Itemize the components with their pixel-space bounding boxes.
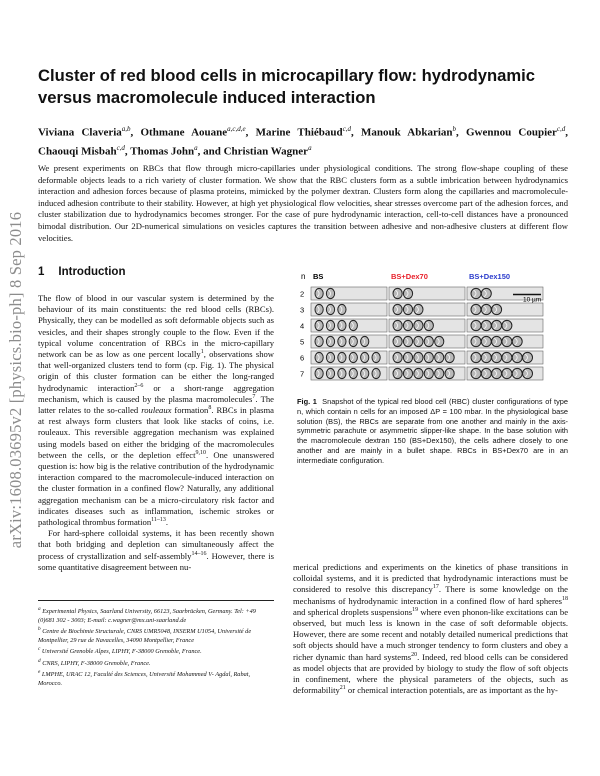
footnote <box>38 605 274 625</box>
figure-row-label: 3 <box>300 305 305 315</box>
section-number: 1 <box>38 266 45 278</box>
citation: 11–13 <box>151 517 166 524</box>
author-affiliation-mark: a <box>308 143 312 152</box>
author-affiliation-mark: a,c,d,e <box>227 125 246 133</box>
figure-column-label: BS <box>313 272 324 281</box>
author-affiliation-mark: c,d <box>116 143 125 152</box>
text-run: merical predictions and experiments on the kinetics of phase transitions in colloidal systems, and it is predicted that hydrodynamic interactions must be considered to resolve this discrepancy <box>293 562 568 595</box>
paragraph <box>293 562 568 696</box>
right-column-text <box>293 562 568 696</box>
section-title: Introduction <box>58 266 126 278</box>
footnote-text: CNRS, LIPHY, F-38000 Grenoble, France. <box>40 659 151 667</box>
text-run: For hard-sphere colloidal systems, it has been recently shown that both bridging and depletion can simultaneously affect the process of crystallization and self-assembly <box>38 528 274 561</box>
figure-row-label: 4 <box>300 321 305 331</box>
left-column-text <box>38 293 274 573</box>
text-run: The flow of blood in our vascular system is determined by the behaviour of its main constituents: the red blood cells (RBCs). Physically, they can be modelled as soft deformable objects such as vesicles, and their shapes strongly couple to the flow. Even if the typical volume concentration of RBCs in the micro-capillary network can be as low as one percent locally <box>38 293 274 360</box>
author-name: Manouk Abkarian <box>360 126 453 139</box>
footnote-mark: c <box>38 646 41 653</box>
citation: 1 <box>200 349 204 356</box>
figure-caption <box>297 397 568 466</box>
citation: 8 <box>208 405 212 412</box>
figure-column-label: BS+Dex70 <box>391 272 428 281</box>
text-run: . Indeed, red blood cells can be considered as model objects that are provided by biology to study the flow of soft objects in confinement, where the physical parameters of the objects, such as deformability <box>293 651 568 696</box>
paragraph <box>38 293 274 528</box>
section-heading <box>38 266 125 278</box>
figure-row-label: 6 <box>300 353 305 363</box>
footnote-mark: d <box>38 657 41 664</box>
text-run: where even phonon-like excitations can be observed, but much less is known in the case of soft deformable objects. However, there are some recent and notably detailed numerical predictions that soft objects should have a much stronger tendency to form clusters and obey a richer dynamic than hard systems <box>293 606 569 662</box>
text-run: formation <box>171 405 209 416</box>
citation: 18 <box>562 595 568 602</box>
author-affiliation-mark: c,d <box>342 125 351 133</box>
citation: 17 <box>432 584 439 591</box>
abstract: We present experiments on RBCs that flow through micro-capillaries under physiological conditions. The strong flow-shape coupling of these deformable objects leads to a rich variety of cluster formation. We show that the RBC clusters form as a subtle imbrication between hydrodynamics interaction and adhesion forces because of plasma proteins, mimicked by the polymer dextran. Clusters form along the capillaries and macromolecule-induced adhesion contribute to their stability. However, at high yet physiological flow velocities, shear stresses overcome part of the adhesion forces, and cluster stabilization due to hydrodynamics becomes stronger. For the case of pure hydrodynamic interaction, cell-to-cell distances have a pronounced bimodal distribution. Our 2D-numerical simulations on vesicles captures the transition between adhesive and non-adhesive clusters at different flow velocities. <box>38 163 568 243</box>
footnote-rule <box>38 600 274 601</box>
paragraph <box>38 528 274 573</box>
figure-n-header: n <box>301 272 306 281</box>
figure-row-label: 7 <box>300 369 305 379</box>
arxiv-stamp: arXiv:1608.03695v2 [physics.bio-ph] 8 Sep 2016 <box>6 211 25 549</box>
author-affiliation-mark: b <box>452 125 457 133</box>
citation: 9,10 <box>195 449 207 456</box>
author-name: and Christian Wagner <box>203 145 309 158</box>
text-run: . The latter relates to the so-called <box>38 393 274 416</box>
citation: 2–6 <box>134 382 144 389</box>
footnote-text: Université Grenoble Alpes, LIPHY, F-38000 Grenoble, France. <box>40 648 202 656</box>
text-run: . There is some knowledge on the mechanisms of hydrodynamic interaction in a confined flow of hard spheres <box>293 584 568 606</box>
footnote-mark: e <box>38 669 41 676</box>
footnotes <box>38 605 274 688</box>
citation: 20 <box>411 651 418 658</box>
text-run: . <box>165 517 169 528</box>
paper-title: Cluster of red blood cells in microcapillary flow: hydrodynamic versus macromolecule induced interaction <box>38 66 535 107</box>
author-name: Chaouqi Misbah <box>38 145 117 158</box>
text-run: , observations show that well-organized clusters tend to form (cp. Fig. 1). The physical origin of this cluster formation can be either the long-ranged hydrodynamic interaction <box>38 349 274 393</box>
text-run: and spherical droplets suspensions <box>293 606 413 617</box>
footnote-mark: b <box>38 626 41 633</box>
text-run: . One unanswered question is: how big is the relative contribution of the hydrodynamic interaction compared to the macromolecule-induced interaction on the cluster formation in a confined flow? Naturally, any additional aggregation mechanism can be a micro-circulatory risk factor and indicates diseases such as inflammation, ischemic strokes or pathological thrombus formation <box>38 449 275 528</box>
text-run: . However, there is some quantitative disagreement between nu- <box>38 550 274 572</box>
author-name: Marine Thiébaud <box>255 126 343 139</box>
figure-1 <box>297 270 572 388</box>
citation: 14–16 <box>191 550 207 557</box>
text-run: or chemical interaction potentials, are as important as the hy- <box>345 685 558 696</box>
citation: 21 <box>339 685 346 692</box>
figure-row-label: 5 <box>300 337 305 347</box>
author-affiliation-mark: c,d <box>556 125 566 133</box>
caption-label: Fig. 1 <box>297 397 317 406</box>
footnote-text: Centre de Biochimie Structurale, CNRS UMR5048, INSERM U1054, Université de Montpellier, 29 rue de Navacelles, 34090 Montpellier, France <box>38 628 252 644</box>
author-list: Viviana Claveria$^{a,b}$, Othmane Aouane$^{a,c,d,e}$, Marine Thiébaud$^{c,d}$, Manouk Abkarian$^b$, Gwennou Coupier$^{c,d}$, Chaouqi Misbah$^{c,d}$, Thomas John$^a$, and Christian Wagner$^a$ <box>38 125 569 158</box>
author-name: Othmane Aouane <box>140 126 228 139</box>
citation: 7 <box>252 393 256 400</box>
citation: 19 <box>412 606 419 613</box>
footnote <box>38 645 274 657</box>
author-affiliation-mark: a,b <box>121 125 131 133</box>
footnote-text: LMPHE, URAC 12, Faculté des Sciences, Université Mohammed V- Agdal, Rabat, Morocco. <box>38 671 251 687</box>
caption-text: Snapshot of the typical red blood cell (RBC) cluster configurations of type n, which contain n cells for an imposed ΔP = 100 mbar. In the physiological base solution (BS), the RBCs are separate from one another and mainly in the axis-symmetric parachute or asymmetric slipper-like shape. In the base solution with the macromolecule dextran 150 (BS+Dex150), the cells adhere closely to one another and are mainly in a bullet shape. RBCs in BS+Dex70 are in an intermediate configuration. <box>297 397 569 465</box>
footnote-text: Experimental Physics, Saarland University, 66123, Saarbrücken, Germany. Tel: +49 (0)681 302 - 3003; E-mail: c.wagner@mx.uni-saarland.de <box>38 608 256 624</box>
footnote <box>38 657 274 669</box>
footnote-mark: a <box>38 606 41 612</box>
footnote <box>38 668 274 688</box>
footnote <box>38 625 274 645</box>
figure-row-label: 2 <box>300 289 305 299</box>
text-run: . RBCs in plasma at rest always form clusters that look like stacks of coins, i.e. rouleaux. This reversible aggregation mechanism was explained using models based on either the bridging of the macromolecules between the cells, or the depletion effect <box>38 405 274 460</box>
author-affiliation-mark: a <box>194 143 198 152</box>
figure-column-label: BS+Dex150 <box>469 272 511 281</box>
scale-bar-label: 10 µm <box>523 296 542 304</box>
author-name: Viviana Claveria <box>38 126 122 139</box>
italic-term: rouleaux <box>141 405 172 416</box>
author-name: Thomas John <box>130 145 195 158</box>
author-name: Gwennou Coupier <box>465 126 557 139</box>
text-run: or a short-range aggregation mechanism, which is caused by the plasma macromolecules <box>38 382 274 404</box>
